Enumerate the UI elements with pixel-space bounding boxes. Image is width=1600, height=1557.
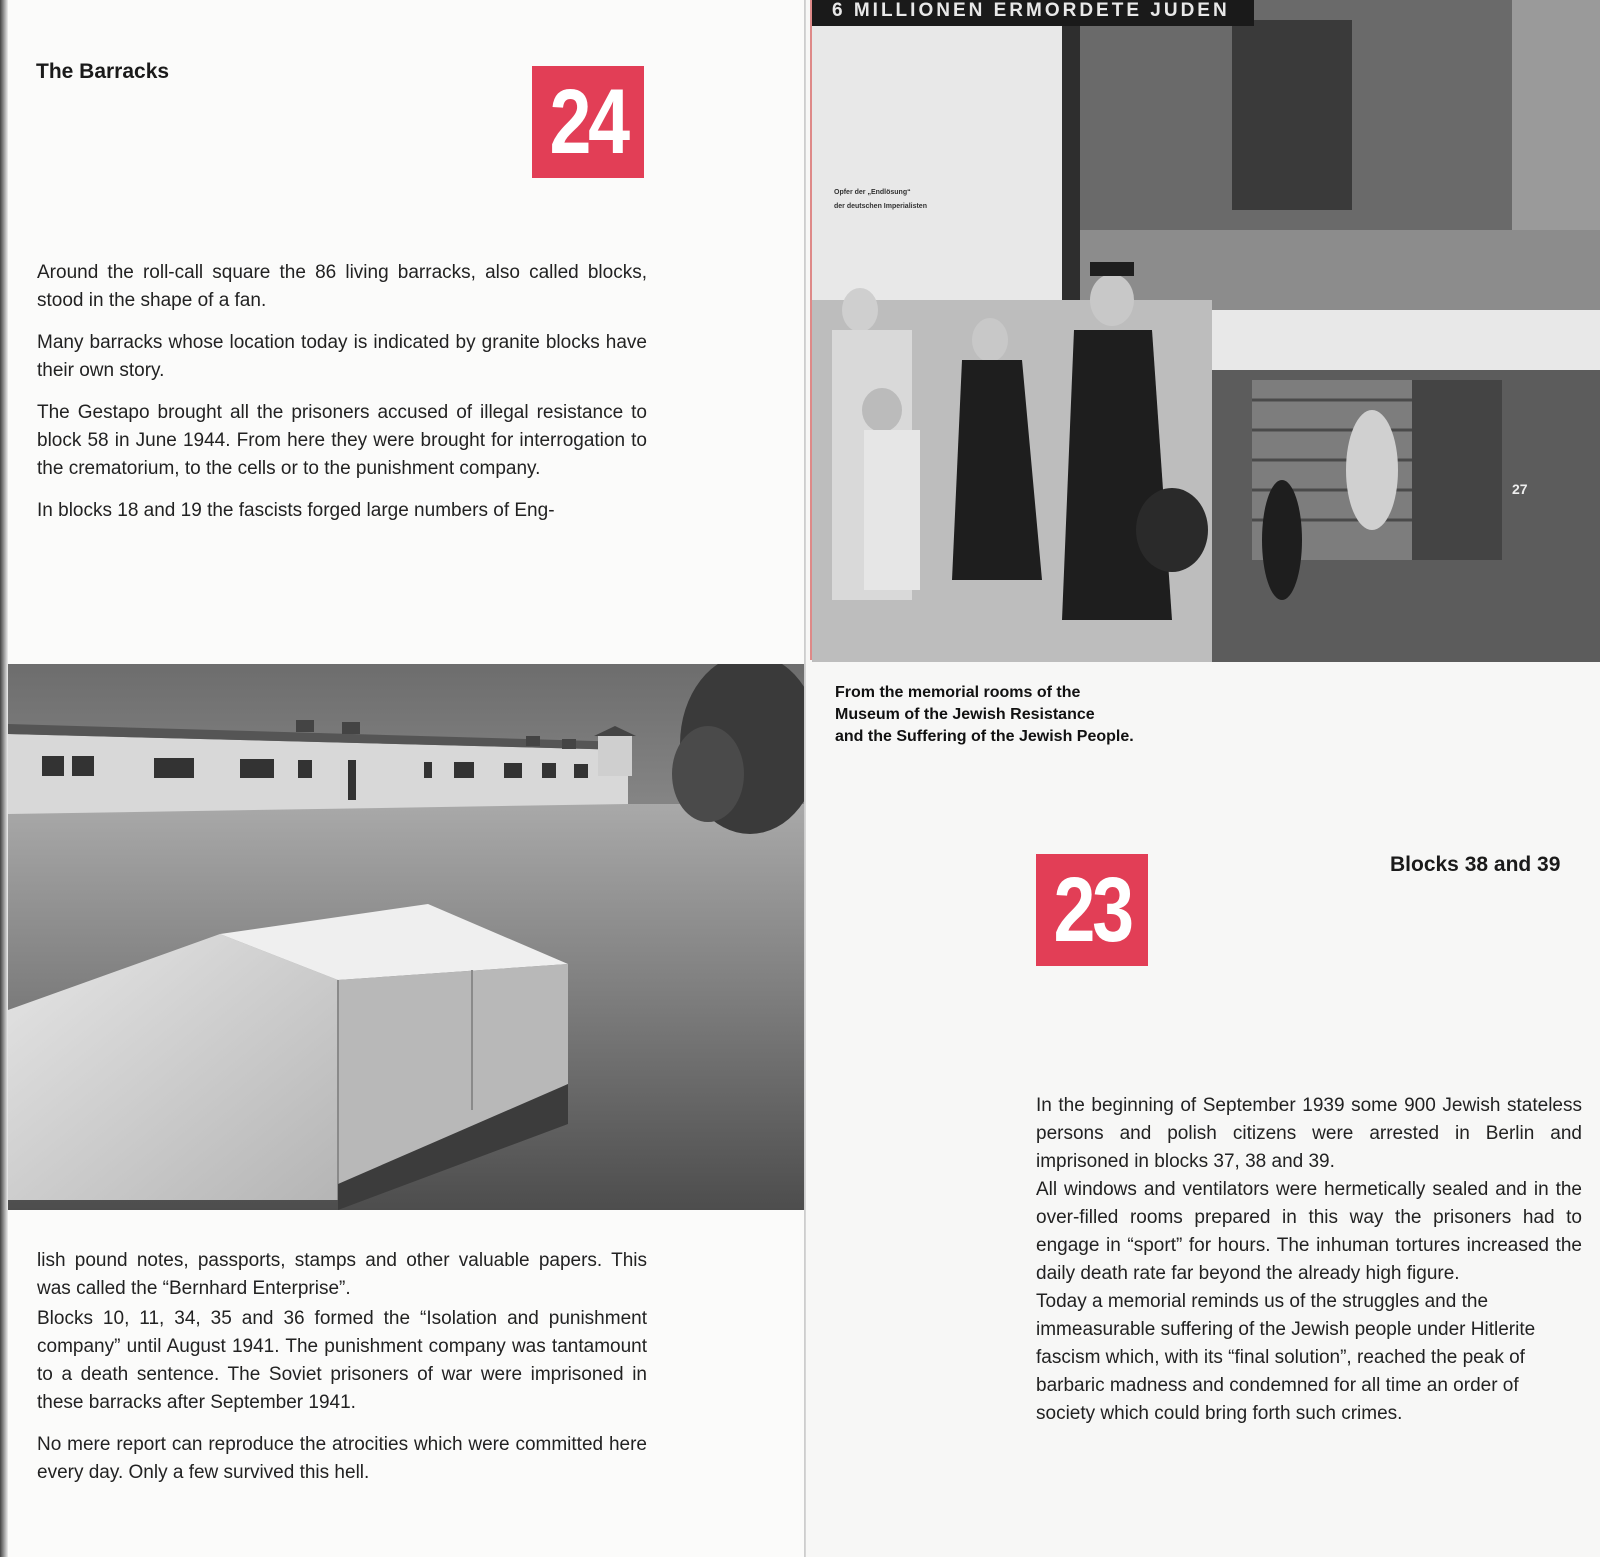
- paragraph: All windows and ventilators were hermetically sealed and in the over-filled rooms prepared in this way the prisoners had to engage in “sport” for hours. The inhuman tortures increased the daily death rate far beyond the already high figure.: [1036, 1179, 1582, 1284]
- paragraph: Today a memorial reminds us of the struggles and the immeasurable suffering of the Jewish people under Hitlerite fascism which, with its “final solution”, reached the peak of barbaric madness and condemned for all time an order of society which could bring forth such crimes.: [1036, 1291, 1536, 1424]
- body-text-bottom: [37, 1247, 647, 1501]
- photo-banner-title: 6 MILLIONEN ERMORDETE JUDEN: [812, 0, 1254, 26]
- page-heading: The Barracks: [36, 60, 170, 83]
- photo-caption-line: and the Suffering of the Jewish People.: [835, 728, 1134, 745]
- paragraph: In blocks 18 and 19 the fascists forged large numbers of Eng-: [37, 500, 555, 521]
- paragraph: Many barracks whose location today is indicated by granite blocks have their own story.: [37, 332, 647, 381]
- photo-inner-caption: [834, 186, 927, 214]
- museum-photo-collage: [812, 0, 1600, 662]
- photo-inner-caption-line: der deutschen Imperialisten: [834, 203, 927, 210]
- photo-caption-line: Museum of the Jewish Resistance: [835, 706, 1095, 723]
- binding-edge: [0, 0, 8, 1557]
- paragraph: lish pound notes, passports, stamps and other valuable papers. This was called the “Bernhard Enterprise”.: [37, 1250, 647, 1299]
- paragraph: The Gestapo brought all the prisoners accused of illegal resistance to block 58 in June 1944. From here they were brought for interrogation to the crematorium, to the cells or to the punishment company.: [37, 402, 647, 479]
- photo-caption: [835, 682, 1134, 748]
- section-number-badge: 24: [532, 66, 644, 178]
- paragraph: No mere report can reproduce the atrocities which were committed here every day. Only a few survived this hell.: [37, 1434, 647, 1483]
- body-text-right: [1036, 1092, 1582, 1428]
- paragraph: Around the roll-call square the 86 living barracks, also called blocks, stood in the shape of a fan.: [37, 262, 647, 311]
- body-text-top: [37, 259, 647, 539]
- paragraph: In the beginning of September 1939 some 900 Jewish stateless persons and polish citizens were arrested in Berlin and imprisoned in blocks 37, 38 and 39.: [1036, 1095, 1582, 1172]
- section-number-badge: 23: [1036, 854, 1148, 966]
- svg-text:27: 27: [1512, 481, 1528, 497]
- page-heading: Blocks 38 and 39: [1390, 853, 1561, 876]
- photo-caption-line: From the memorial rooms of the: [835, 684, 1081, 701]
- barracks-photo: [8, 664, 810, 1210]
- photo-inner-caption-line: Opfer der „Endlösung“: [834, 189, 911, 196]
- paragraph: Blocks 10, 11, 34, 35 and 36 formed the “Isolation and punishment company” until August 1941. The punishment company was tantamount to a death sentence. The Soviet prisoners of war were imprisoned in these barracks after September 1941.: [37, 1308, 647, 1413]
